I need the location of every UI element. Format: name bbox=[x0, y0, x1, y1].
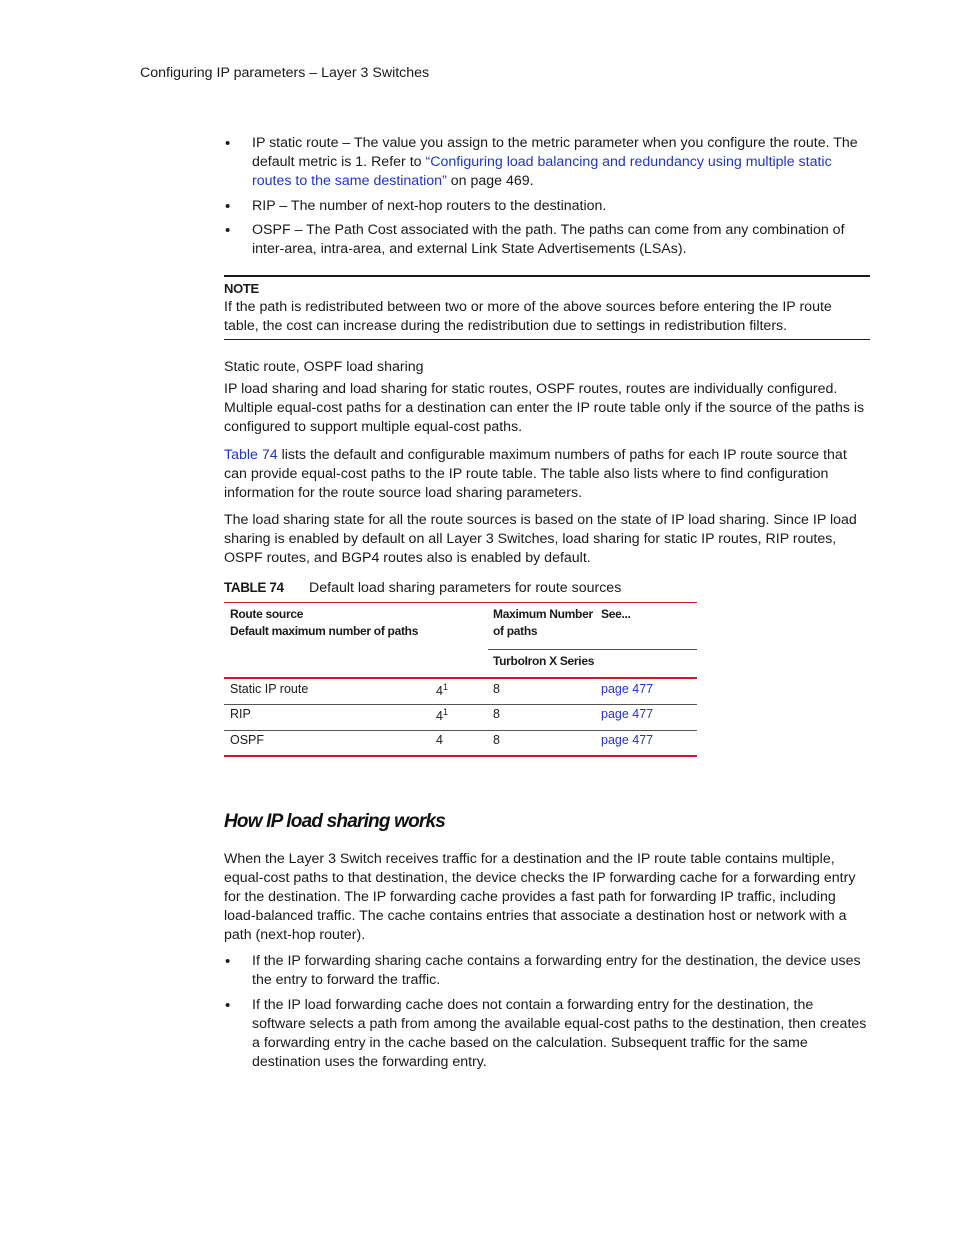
bullet-text: OSPF – The Path Cost associated with the path. The paths can come from any combination of inter-area, intra-area, and external Link State Advertisements (LSAs). bbox=[252, 222, 845, 257]
table-cell-default: 4 bbox=[436, 733, 443, 747]
bullet-text: on page 469. bbox=[446, 173, 534, 189]
table-title: Default load sharing parameters for route sources bbox=[309, 580, 622, 596]
header-sub-rule bbox=[488, 649, 697, 650]
bullet-text: RIP – The number of next-hop routers to the destination. bbox=[252, 197, 607, 214]
table-cell-source: OSPF bbox=[230, 733, 265, 747]
note-box bbox=[224, 275, 870, 340]
header-series: TurboIron X Series bbox=[493, 654, 595, 668]
table-cell-default bbox=[436, 682, 448, 698]
table-cell-max: 8 bbox=[493, 682, 500, 696]
route-metric-bullet-list bbox=[224, 134, 870, 265]
load-sharing-table bbox=[224, 602, 697, 758]
table-cell-default bbox=[436, 707, 448, 723]
bullet-text: If the IP load forwarding cache does not contain a forwarding entry for the destination, the software selects a path from among the available equal-cost paths to the destination, then creates a forwarding entry in the cache based on the calculation. Subsequent traffic for the same destination uses the forwarding entry. bbox=[252, 996, 867, 1070]
table-cell-max: 8 bbox=[493, 733, 500, 747]
footnote-marker: 1 bbox=[442, 707, 448, 717]
cross-reference-link[interactable]: “Configuring load balancing and redundancy using multiple static routes to the same destination” bbox=[252, 154, 832, 189]
paragraph-table-reference bbox=[224, 446, 870, 503]
paragraph: When the Layer 3 Switch receives traffic for a destination and the IP route table contains multiple, equal-cost paths to that destination, the device checks the IP forwarding cache for a forwarding entry for the destination. The IP forwarding cache provides a fast path for forwarding IP traffic, including load-balanced traffic. The cache contains entries that associate a destination host or network with a path (next-hop router). bbox=[224, 851, 856, 943]
table-bottom-rule bbox=[224, 755, 697, 757]
table-cell-max: 8 bbox=[493, 707, 500, 721]
bullet-text: IP static route – The value you assign to the metric parameter when you configure the route. The default metric is 1. Refer to bbox=[252, 135, 858, 170]
table-top-rule bbox=[224, 602, 697, 603]
list-item-rip bbox=[224, 197, 870, 216]
table-cell-source: RIP bbox=[230, 707, 251, 721]
header-route-source: Route source bbox=[230, 607, 304, 621]
default-value: 4 bbox=[436, 709, 443, 724]
table-74-link[interactable]: Table 74 bbox=[224, 447, 278, 463]
table-cell-source: Static IP route bbox=[230, 682, 309, 696]
table-cell-page-link[interactable]: page 477 bbox=[601, 733, 654, 747]
table-cell-page-link[interactable]: page 477 bbox=[601, 707, 654, 721]
table-caption bbox=[224, 580, 622, 596]
section-heading: How IP load sharing works bbox=[224, 811, 446, 832]
header-default-max: Default maximum number of paths bbox=[230, 624, 419, 638]
note-label: NOTE bbox=[224, 281, 259, 296]
running-header: Configuring IP parameters – Layer 3 Switches bbox=[140, 65, 430, 81]
header-max-number-line2: of paths bbox=[493, 624, 538, 638]
note-text: If the path is redistributed between two or more of the above sources before entering the IP route table, the cost can increase during the redistribution due to settings in redistribution filters. bbox=[224, 299, 832, 334]
paragraph: IP load sharing and load sharing for static routes, OSPF routes, routes are individually configured. Multiple equal-cost paths for a destination can enter the IP route table only if the source of the paths is configured to support multiple equal-cost paths. bbox=[224, 381, 865, 435]
forwarding-cache-bullet-list bbox=[224, 952, 870, 1077]
footnote-marker: 1 bbox=[442, 682, 448, 692]
paragraph-text: lists the default and configurable maximum numbers of paths for each IP route source that can provide equal-cost paths to the IP route table. The table also lists where to find configuration information for the route source load sharing parameters. bbox=[224, 447, 847, 501]
default-value: 4 bbox=[436, 684, 443, 699]
paragraph: The load sharing state for all the route sources is based on the state of IP load sharing. Since IP load sharing is enabled by default on all Layer 3 Switches, load sharing for static IP routes, RIP routes, OSPF routes, and BGP4 routes also is enabled by default. bbox=[224, 512, 857, 566]
list-item bbox=[224, 996, 870, 1072]
header-see: See... bbox=[601, 607, 631, 621]
header-bottom-rule bbox=[224, 677, 697, 679]
bullet-text: If the IP forwarding sharing cache contains a forwarding entry for the destination, the device uses the entry to forward the traffic. bbox=[252, 953, 861, 988]
table-cell-page-link[interactable]: page 477 bbox=[601, 682, 654, 696]
header-max-number: Maximum Number bbox=[493, 607, 593, 621]
list-item-ospf bbox=[224, 221, 870, 259]
list-item-static-route bbox=[224, 134, 870, 191]
subsection-heading: Static route, OSPF load sharing bbox=[224, 359, 424, 375]
row-divider bbox=[224, 730, 697, 731]
table-label: TABLE 74 bbox=[224, 580, 284, 595]
list-item bbox=[224, 952, 870, 990]
row-divider bbox=[224, 704, 697, 705]
